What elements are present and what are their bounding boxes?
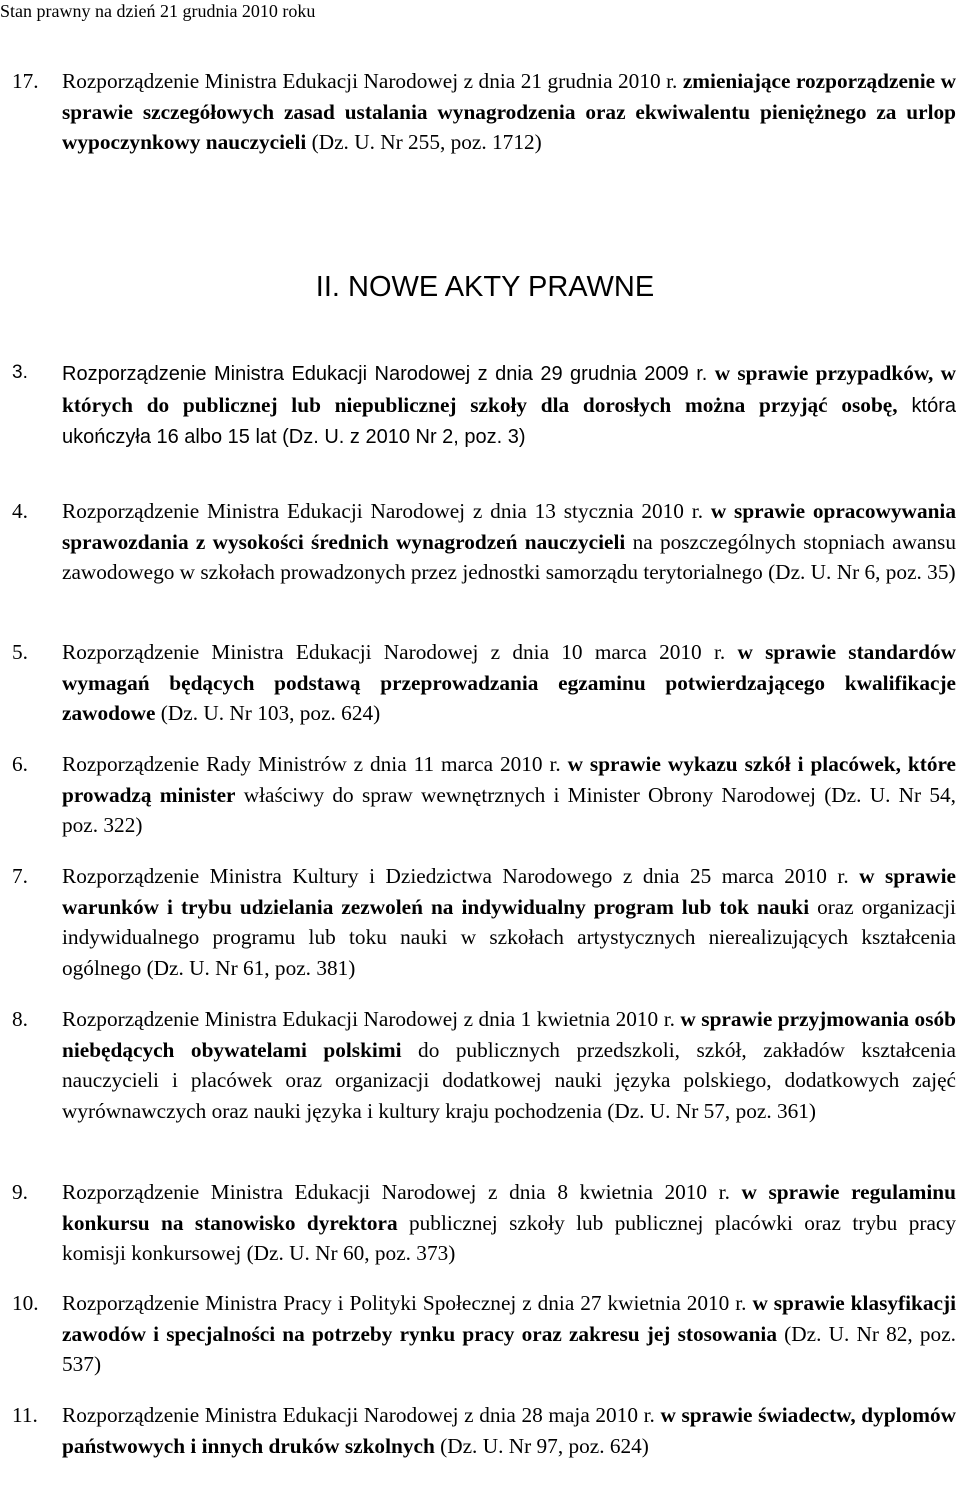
entry-text [12, 1400, 956, 1461]
entry-subject: w sprawie opracowywania sprawozdania z wysokości średnich wynagrodzeń nauczycieli [62, 499, 956, 554]
section-title: II. NOWE AKTY PRAWNE [315, 271, 655, 303]
entry-number: 11. [12, 1403, 38, 1427]
entry-title: Rozporządzenie Ministra Edukacji Narodowej z dnia 21 grudnia 2010 r. [62, 69, 683, 93]
entry-7 [12, 861, 956, 983]
entry-subject: w sprawie standardów wymagań będących podstawą przeprowadzania egzaminu potwierdzającego kwalifikacje zawodowe [62, 640, 956, 725]
entry-text [12, 637, 956, 729]
page-header: Stan prawny na dzień 21 grudnia 2010 roku [0, 1, 316, 21]
entry-title: Rozporządzenie Ministra Edukacji Narodowej z dnia 1 kwietnia 2010 r. [62, 1007, 681, 1031]
entry-subject: w sprawie warunków i trybu udzielania zezwoleń na indywidualny program lub tok nauki [62, 864, 956, 919]
entry-title: Rozporządzenie Ministra Pracy i Polityki Społecznej z dnia 27 kwietnia 2010 r. [62, 1291, 753, 1315]
entry-text [12, 66, 956, 158]
entry-text [12, 358, 956, 453]
entry-3 [12, 358, 956, 453]
entry-title: Rozporządzenie Ministra Edukacji Narodowej z dnia 8 kwietnia 2010 r. [62, 1180, 742, 1204]
entry-title: Rozporządzenie Ministra Edukacji Narodowej z dnia 10 marca 2010 r. [62, 640, 738, 664]
entry-title: Rozporządzenie Ministra Edukacji Narodowej z dnia 28 maja 2010 r. [62, 1403, 661, 1427]
entry-number: 8. [12, 1007, 28, 1031]
entry-subject: w sprawie klasyfikacji zawodów i specjalności na potrzeby rynku pracy oraz zakresu jej stosowania [62, 1291, 956, 1346]
entry-number: 3. [12, 362, 28, 383]
entry-title: Rozporządzenie Ministra Edukacji Narodowej z dnia 29 grudnia 2009 r. [62, 363, 715, 385]
entry-text [12, 496, 956, 588]
entry-citation: która ukończyła 16 albo 15 lat (Dz. U. z 2010 Nr 2, poz. 3) [62, 394, 956, 448]
entry-number: 7. [12, 864, 28, 888]
entry-subject: w sprawie przypadków, w których do publicznej lub niepublicznej szkoły dla dorosłych można przyjąć osobę, [62, 361, 956, 417]
entry-citation: publicznej szkoły lub publicznej placówki oraz trybu pracy komisji konkursowej (Dz. U. Nr 60, poz. 373) [62, 1210, 956, 1265]
entry-17 [12, 66, 956, 158]
entry-6 [12, 749, 956, 841]
entry-citation: oraz organizacji indywidualnego programu lub toku nauki w szkołach artystycznych nierealizujących kształcenia ogólnego (Dz. U. Nr 61, poz. 381) [62, 894, 956, 980]
entry-4 [12, 496, 956, 588]
entry-11 [12, 1400, 956, 1461]
entry-title: Rozporządzenie Ministra Kultury i Dziedzictwa Narodowego z dnia 25 marca 2010 r. [62, 864, 860, 888]
entry-10 [12, 1288, 956, 1380]
entry-number: 4. [12, 499, 28, 523]
entry-title: Rozporządzenie Ministra Edukacji Narodowej z dnia 13 stycznia 2010 r. [62, 499, 711, 523]
entry-citation: do publicznych przedszkoli, szkół, zakładów kształcenia nauczycieli i placówek oraz organizacji dodatkowej nauki języka polskiego, dodatkowych zajęć wyrównawczych oraz nauki języka i kultury kraju pochodzenia (Dz. U. Nr 57, poz. 361) [62, 1037, 957, 1123]
entry-subject: w sprawie świadectw, dyplomów państwowych i innych druków szkolnych [62, 1403, 956, 1458]
entry-number: 17. [12, 69, 39, 93]
entry-number: 10. [12, 1291, 39, 1315]
entry-number: 6. [12, 752, 28, 776]
entry-citation: właściwy do spraw wewnętrznych i Minister Obrony Narodowej (Dz. U. Nr 54, poz. 322) [62, 782, 956, 837]
entry-text [12, 749, 956, 841]
entry-title: Rozporządzenie Rady Ministrów z dnia 11 marca 2010 r. [62, 752, 568, 776]
entry-number: 9. [12, 1180, 28, 1204]
entry-text [12, 1177, 956, 1269]
entry-citation: (Dz. U. Nr 103, poz. 624) [155, 701, 381, 725]
entry-number: 5. [12, 640, 28, 664]
entry-citation: (Dz. U. Nr 255, poz. 1712) [306, 130, 542, 154]
entry-text [12, 861, 956, 983]
entry-text [12, 1288, 956, 1380]
entry-citation: (Dz. U. Nr 82, poz. 537) [62, 1321, 956, 1376]
entry-citation: na poszczególnych stopniach awansu zawodowego w szkołach prowadzonych przez jednostki samorządu terytorialnego (Dz. U. Nr 6, poz. 35) [62, 529, 956, 584]
entry-subject: w sprawie wykazu szkół i placówek, które prowadzą minister [62, 752, 957, 807]
entry-5 [12, 637, 956, 729]
entry-8 [12, 1004, 956, 1126]
entry-subject: w sprawie regulaminu konkursu na stanowisko dyrektora [62, 1180, 956, 1235]
entry-9 [12, 1177, 956, 1269]
entry-subject: zmieniające rozporządzenie w sprawie szczegółowych zasad ustalania wynagrodzenia oraz ekwiwalentu pieniężnego za urlop wypoczynkowy nauczycieli [62, 69, 956, 154]
entry-citation: (Dz. U. Nr 97, poz. 624) [434, 1433, 649, 1458]
entry-subject: w sprawie przyjmowania osób niebędących obywatelami polskimi [62, 1007, 956, 1062]
entry-text [12, 1004, 956, 1126]
